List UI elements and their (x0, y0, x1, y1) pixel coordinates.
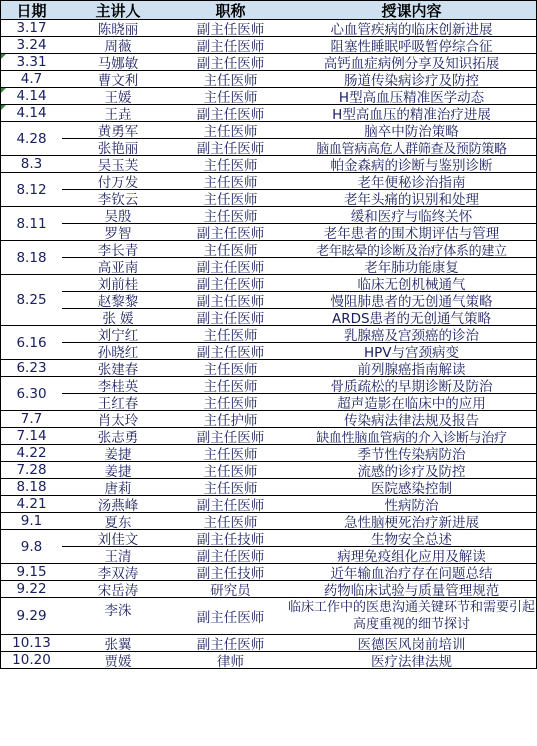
topic-cell: 药物临床试验与质量管理规范 (287, 581, 537, 598)
topic-cell: 老年肺功能康复 (287, 258, 537, 275)
header-title: 职称 (174, 0, 288, 20)
speaker-cell: 陈晓丽 (62, 20, 175, 37)
date-cell: 4.22 (0, 445, 63, 462)
speaker-cell: 罗智 (62, 224, 175, 241)
cell-marker-icon (1, 54, 6, 59)
title-cell: 副主任医师 (174, 547, 288, 564)
speaker-cell: 王垚 (62, 105, 175, 122)
topic-cell: 医德医风岗前培训 (287, 635, 537, 652)
topic-cell: 医疗法律法规 (287, 652, 537, 669)
title-cell: 副主任医师 (174, 428, 288, 445)
date-cell: 8.3 (0, 156, 63, 173)
topic-cell: 前列腺癌指南解读 (287, 360, 537, 377)
title-cell: 副主任医师 (174, 37, 288, 54)
speaker-cell: 李钦云 (62, 190, 175, 207)
topic-cell: 医院感染控制 (287, 479, 537, 496)
title-cell: 主任医师 (174, 445, 288, 462)
title-cell: 主任医师 (174, 241, 288, 258)
topic-cell: 季节性传染病防治 (287, 445, 537, 462)
header-speaker: 主讲人 (62, 0, 175, 20)
title-cell: 副主任医师 (174, 258, 288, 275)
speaker-cell: 李长青 (62, 241, 175, 258)
title-cell: 副主任医师 (174, 224, 288, 241)
title-cell: 主任医师 (174, 513, 288, 530)
topic-cell: ARDS患者的无创通气策略 (287, 309, 537, 326)
topic-cell: H型高血压的精准治疗进展 (287, 105, 537, 122)
date-cell: 4.28 (0, 122, 63, 156)
date-cell: 9.15 (0, 564, 63, 581)
speaker-cell: 马娜敏 (62, 54, 175, 71)
topic-cell: 传染病法律法规及报告 (287, 411, 537, 428)
speaker-cell: 宋岳涛 (62, 581, 175, 598)
cell-marker-icon (1, 88, 6, 93)
title-cell: 主任医师 (174, 462, 288, 479)
topic-cell: 阻塞性睡眠呼吸暂停综合征 (287, 37, 537, 54)
topic-cell: 高钙血症病例分享及知识拓展 (287, 54, 537, 71)
topic-cell: 心血管疾病的临床创新进展 (287, 20, 537, 37)
date-cell: 8.18 (0, 479, 63, 496)
title-cell: 主任医师 (174, 122, 288, 139)
speaker-cell: 李桂英 (62, 377, 175, 394)
speaker-cell: 张艳丽 (62, 139, 175, 156)
date-cell: 4.14 (0, 88, 63, 105)
speaker-cell: 刘佳文 (62, 530, 175, 547)
date-cell: 7.7 (0, 411, 63, 428)
date-cell: 3.17 (0, 20, 63, 37)
header-topic: 授课内容 (287, 0, 537, 20)
date-cell: 6.30 (0, 377, 63, 411)
header-date: 日期 (0, 0, 63, 20)
speaker-cell: 吴殷 (62, 207, 175, 224)
title-cell: 律师 (174, 652, 288, 669)
speaker-cell: 吴玉芙 (62, 156, 175, 173)
topic-cell: 缓和医疗与临终关怀 (287, 207, 537, 224)
date-cell: 7.28 (0, 462, 63, 479)
title-cell: 主任医师 (174, 360, 288, 377)
speaker-cell: 高亚南 (62, 258, 175, 275)
date-cell: 3.24 (0, 37, 63, 54)
speaker-cell: 张 媛 (62, 309, 175, 326)
topic-cell: 临床无创机械通气 (287, 275, 537, 292)
title-cell: 副主任技师 (174, 564, 288, 581)
title-cell: 主任护师 (174, 411, 288, 428)
topic-cell: 帕金森病的诊断与鉴别诊断 (287, 156, 537, 173)
date-cell: 10.13 (0, 635, 63, 652)
title-cell: 主任医师 (174, 394, 288, 411)
date-cell: 6.16 (0, 326, 63, 360)
topic-cell: 慢阻肺患者的无创通气策略 (287, 292, 537, 309)
title-cell: 副主任医师 (174, 598, 288, 635)
speaker-cell: 张志勇 (62, 428, 175, 445)
date-cell: 8.18 (0, 241, 63, 275)
title-cell: 副主任医师 (174, 20, 288, 37)
title-cell: 副主任医师 (174, 105, 288, 122)
topic-cell: 乳腺癌及宫颈癌的诊治 (287, 326, 537, 343)
date-cell: 9.29 (0, 598, 63, 635)
date-cell: 8.25 (0, 275, 63, 326)
title-cell: 副主任医师 (174, 139, 288, 156)
speaker-cell: 曹文利 (62, 71, 175, 88)
speaker-cell: 付万发 (62, 173, 175, 190)
speaker-cell: 王红春 (62, 394, 175, 411)
topic-cell: 脑血管病高危人群筛查及预防策略 (287, 139, 537, 156)
topic-cell: 老年便秘诊治指南 (287, 173, 537, 190)
date-cell: 4.7 (0, 71, 63, 88)
title-cell: 主任医师 (174, 377, 288, 394)
speaker-cell: 唐莉 (62, 479, 175, 496)
topic-cell: 性病防治 (287, 496, 537, 513)
topic-cell: 流感的诊疗及防控 (287, 462, 537, 479)
title-cell: 主任医师 (174, 479, 288, 496)
topic-cell: 临床工作中的医患沟通关键环节和需要引起高度重视的细节探讨 (287, 598, 537, 635)
title-cell: 副主任医师 (174, 343, 288, 360)
speaker-cell: 姜捷 (62, 462, 175, 479)
title-cell: 主任医师 (174, 173, 288, 190)
speaker-cell: 肖太玲 (62, 411, 175, 428)
date-cell: 9.8 (0, 530, 63, 564)
speaker-cell: 刘前桂 (62, 275, 175, 292)
speaker-cell: 黄勇军 (62, 122, 175, 139)
topic-cell: 脑卒中防治策略 (287, 122, 537, 139)
title-cell: 主任医师 (174, 71, 288, 88)
speaker-cell: 夏东 (62, 513, 175, 530)
topic-cell: 生物安全总述 (287, 530, 537, 547)
title-cell: 主任医师 (174, 190, 288, 207)
topic-cell: 急性脑梗死治疗新进展 (287, 513, 537, 530)
topic-cell: 老年头痛的识别和处理 (287, 190, 537, 207)
title-cell: 副主任医师 (174, 292, 288, 309)
speaker-cell: 李洙 (62, 598, 175, 635)
date-cell: 7.14 (0, 428, 63, 445)
title-cell: 主任医师 (174, 326, 288, 343)
date-cell: 4.14 (0, 105, 63, 122)
speaker-cell: 李双涛 (62, 564, 175, 581)
date-cell: 4.21 (0, 496, 63, 513)
title-cell: 副主任医师 (174, 496, 288, 513)
speaker-cell: 张建春 (62, 360, 175, 377)
speaker-cell: 刘宁红 (62, 326, 175, 343)
topic-cell: 缺血性脑血管病的介入诊断与治疗 (287, 428, 537, 445)
topic-cell: 老年眩晕的诊断及治疗体系的建立 (287, 241, 537, 258)
topic-cell: 骨质疏松的早期诊断及防治 (287, 377, 537, 394)
date-cell: 10.20 (0, 652, 63, 669)
topic-cell: 肠道传染病诊疗及防控 (287, 71, 537, 88)
title-cell: 副主任医师 (174, 635, 288, 652)
topic-cell: 病理免疫组化应用及解读 (287, 547, 537, 564)
title-cell: 主任医师 (174, 88, 288, 105)
speaker-cell: 姜捷 (62, 445, 175, 462)
speaker-cell: 汤燕峰 (62, 496, 175, 513)
topic-cell: 近年输血治疗存在问题总结 (287, 564, 537, 581)
title-cell: 研究员 (174, 581, 288, 598)
topic-cell: HPV与宫颈病变 (287, 343, 537, 360)
title-cell: 副主任医师 (174, 54, 288, 71)
date-cell: 9.1 (0, 513, 63, 530)
speaker-cell: 王媛 (62, 88, 175, 105)
cell-marker-icon (1, 105, 6, 110)
topic-cell: 超声造影在临床中的应用 (287, 394, 537, 411)
speaker-cell: 张翼 (62, 635, 175, 652)
title-cell: 副主任医师 (174, 275, 288, 292)
speaker-cell: 王清 (62, 547, 175, 564)
date-cell: 8.12 (0, 173, 63, 207)
speaker-cell: 赵黎黎 (62, 292, 175, 309)
topic-cell: H型高血压精准医学动态 (287, 88, 537, 105)
date-cell: 8.11 (0, 207, 63, 241)
speaker-cell: 孙晓红 (62, 343, 175, 360)
date-cell: 6.23 (0, 360, 63, 377)
date-cell: 3.31 (0, 54, 63, 71)
speaker-cell: 贾媛 (62, 652, 175, 669)
date-cell: 9.22 (0, 581, 63, 598)
title-cell: 主任医师 (174, 156, 288, 173)
title-cell: 副主任技师 (174, 530, 288, 547)
speaker-cell: 周薇 (62, 37, 175, 54)
title-cell: 副主任医师 (174, 309, 288, 326)
topic-cell: 老年患者的围术期评估与管理 (287, 224, 537, 241)
title-cell: 主任医师 (174, 207, 288, 224)
